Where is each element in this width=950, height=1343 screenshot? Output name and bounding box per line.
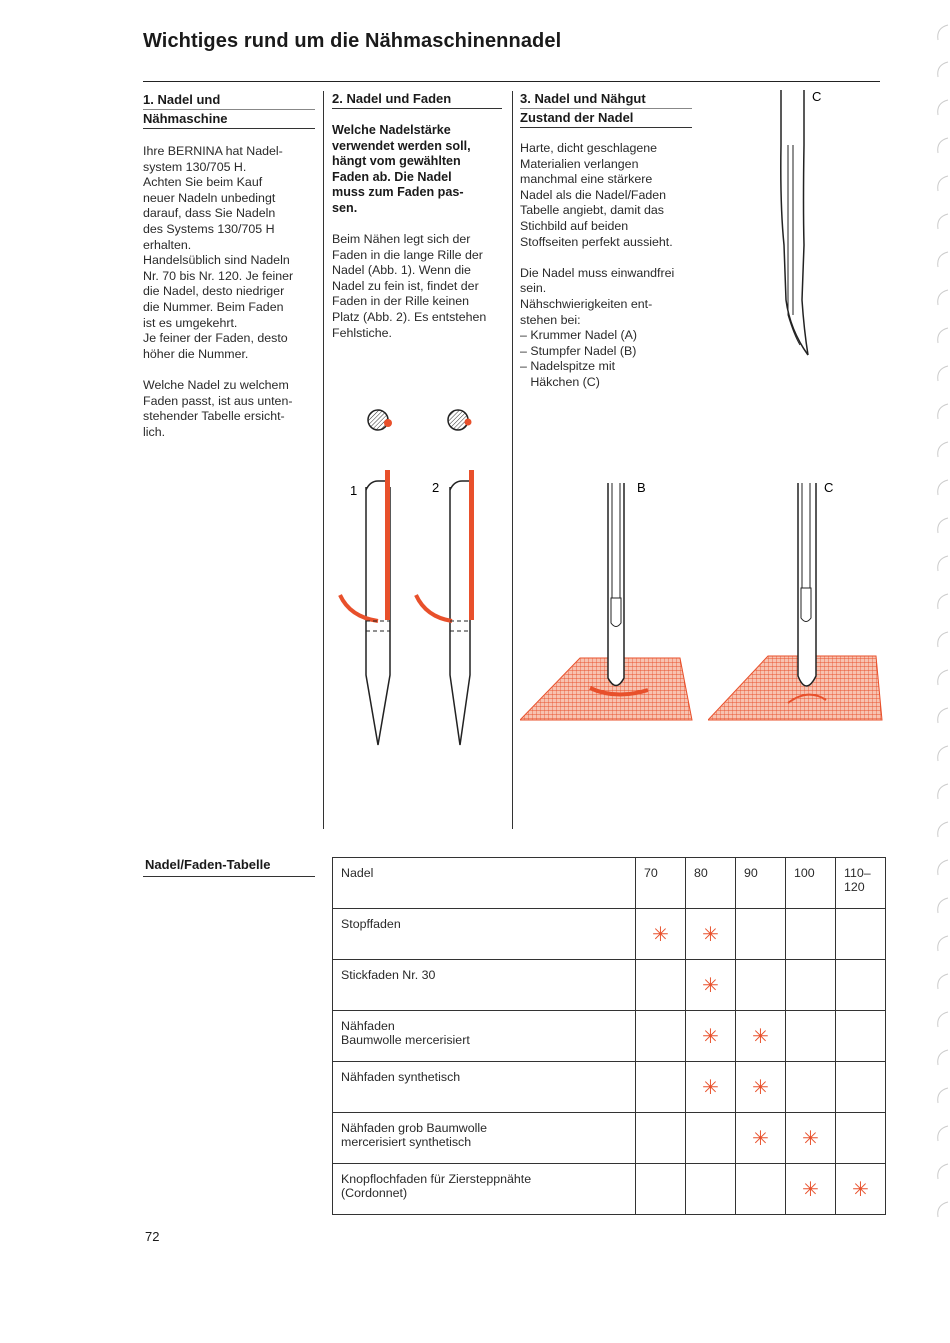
section1-paragraph1-line: ist es umgekehrt. xyxy=(143,315,238,330)
needle-thread-figure xyxy=(330,395,510,755)
empty-cell xyxy=(736,1164,786,1215)
section3-paragraph1-line: Tabelle angiebt, damit das xyxy=(520,203,664,218)
table-row xyxy=(333,1011,886,1062)
empty-cell xyxy=(836,1113,886,1164)
column-divider-1 xyxy=(323,91,324,829)
table-title: Nadel/Faden-Tabelle xyxy=(145,857,271,872)
section1-paragraph1-line: Handelsüblich sind Nadeln xyxy=(143,253,290,268)
section1-paragraph1-line: Ihre BERNINA hat Nadel- xyxy=(143,144,283,158)
figure-label-1: 1 xyxy=(350,483,358,498)
section3-paragraph2-line: sein. xyxy=(520,281,547,296)
section1-paragraph1-line: erhalten. xyxy=(143,237,192,252)
empty-cell xyxy=(636,1164,686,1215)
needle-c-figure xyxy=(708,478,886,728)
figure-label-b: B xyxy=(637,480,646,495)
suitable-mark: ✳ xyxy=(636,909,686,960)
header-size: 80 xyxy=(686,858,736,909)
section2-paragraph xyxy=(332,232,507,341)
section1-paragraph1-line: die Nummer. Beim Faden xyxy=(143,299,284,314)
figure-label-c: C xyxy=(824,480,834,495)
empty-cell xyxy=(786,1011,836,1062)
empty-cell xyxy=(636,1062,686,1113)
title-rule xyxy=(143,81,880,82)
suitable-mark: ✳ xyxy=(736,1011,786,1062)
section2-bold-line: verwendet werden soll, xyxy=(332,138,471,153)
table-row xyxy=(333,960,886,1011)
page-number: 72 xyxy=(145,1229,160,1244)
suitable-mark: ✳ xyxy=(686,1062,736,1113)
section1-paragraph1-line: Je feiner der Faden, desto xyxy=(143,331,288,346)
section3-paragraph2-line: – Krummer Nadel (A) xyxy=(520,328,638,343)
column-divider-2 xyxy=(512,91,513,829)
section3-paragraph2-line: – Stumpfer Nadel (B) xyxy=(520,343,637,358)
empty-cell xyxy=(836,1062,886,1113)
needle-a-figure xyxy=(770,85,840,365)
section2-paragraph-line: Platz (Abb. 2). Es entstehen xyxy=(332,309,487,324)
section1-paragraph2-line: Faden passt, ist aus unten- xyxy=(143,393,293,408)
header-size: 90 xyxy=(736,858,786,909)
section2-bold-text xyxy=(332,123,504,217)
thread-type-cell: Stickfaden Nr. 30 xyxy=(333,960,636,1011)
section3-paragraph1 xyxy=(520,141,700,250)
section1-paragraph1-line: neuer Nadeln unbedingt xyxy=(143,190,276,205)
section1-paragraph1 xyxy=(143,144,318,362)
section2-paragraph-line: Faden in der Rille keinen xyxy=(332,294,470,309)
section1-heading: 1. Nadel und Nähmaschine xyxy=(143,91,315,129)
thread-type-cell: Stopffaden xyxy=(333,909,636,960)
table-title-rule xyxy=(143,876,315,877)
suitable-mark: ✳ xyxy=(786,1113,836,1164)
needle-b-figure xyxy=(520,478,695,728)
page-title: Wichtiges rund um die Nähmaschinennadel xyxy=(143,30,562,52)
section2-heading: 2. Nadel und Faden xyxy=(332,90,502,109)
empty-cell xyxy=(636,1113,686,1164)
empty-cell xyxy=(786,960,836,1011)
suitable-mark: ✳ xyxy=(836,1164,886,1215)
empty-cell xyxy=(636,1011,686,1062)
header-size: 100 xyxy=(786,858,836,909)
thread-type-cell: Nähfaden Baumwolle mercerisiert xyxy=(333,1011,636,1062)
section1-text xyxy=(143,144,318,456)
table-row xyxy=(333,1062,886,1113)
section1-paragraph1-line: Nr. 70 bis Nr. 120. Je feiner xyxy=(143,268,294,283)
section2-bold-line: hängt vom gewählten xyxy=(332,154,461,169)
section3-paragraph1-line: Materialien verlangen xyxy=(520,156,639,171)
section3-paragraph1-line: Nadel als die Nadel/Faden xyxy=(520,187,667,202)
section3-paragraph2-line: Nähschwierigkeiten ent- xyxy=(520,296,653,311)
empty-cell xyxy=(636,960,686,1011)
section1-paragraph2 xyxy=(143,378,318,440)
suitable-mark: ✳ xyxy=(736,1062,786,1113)
section3-text xyxy=(520,141,700,406)
section3-paragraph2-line: – Nadelspitze mit xyxy=(520,359,616,374)
section1-paragraph1-line: system 130/705 H. xyxy=(143,159,247,174)
binder-edge xyxy=(930,0,950,1343)
section3-paragraph1-line: Harte, dicht geschlagene xyxy=(520,141,658,155)
section1-paragraph2-line: lich. xyxy=(143,424,166,439)
needle-thread-table xyxy=(332,857,886,1215)
section2-paragraph-line: Faden in die lange Rille der xyxy=(332,247,483,262)
thread-type-cell: Nähfaden grob Baumwolle mercerisiert synthetisch xyxy=(333,1113,636,1164)
section3-heading: 3. Nadel und Nähgut Zustand der Nadel xyxy=(520,90,692,128)
empty-cell xyxy=(836,1011,886,1062)
header-nadel: Nadel xyxy=(333,858,636,909)
table-header-row xyxy=(333,858,886,909)
section1-paragraph1-line: des Systems 130/705 H xyxy=(143,221,275,236)
section3-paragraph2-line: Häkchen (C) xyxy=(520,374,600,389)
suitable-mark: ✳ xyxy=(786,1164,836,1215)
section1-paragraph1-line: Achten Sie beim Kauf xyxy=(143,175,263,190)
needle-1 xyxy=(340,470,390,745)
section1-paragraph2-line: Welche Nadel zu welchem xyxy=(143,377,289,392)
section3-paragraph1-line: manchmal eine stärkere xyxy=(520,172,653,187)
figure-label-2: 2 xyxy=(432,480,440,495)
section3-paragraph2-line: Die Nadel muss einwandfrei xyxy=(520,265,675,280)
section2-bold-line: Faden ab. Die Nadel xyxy=(332,169,452,184)
section2-paragraph-line: Fehlstiche. xyxy=(332,325,392,340)
section2-paragraph-line: Nadel (Abb. 1). Wenn die xyxy=(332,263,471,278)
table-row xyxy=(333,1113,886,1164)
cross-section-2 xyxy=(448,410,472,430)
section2-bold-line: muss zum Faden pas- xyxy=(332,185,464,200)
empty-cell xyxy=(786,909,836,960)
section3-paragraph2 xyxy=(520,266,700,391)
table-row xyxy=(333,1164,886,1215)
section1-paragraph2-line: stehender Tabelle ersicht- xyxy=(143,409,285,424)
empty-cell xyxy=(736,960,786,1011)
section3-paragraph1-line: Stichbild auf beiden xyxy=(520,218,629,233)
section1-paragraph1-line: höher die Nummer. xyxy=(143,346,249,361)
needle-2 xyxy=(416,470,474,745)
empty-cell xyxy=(686,1164,736,1215)
empty-cell xyxy=(786,1062,836,1113)
suitable-mark: ✳ xyxy=(686,1011,736,1062)
section2-paragraph-line: Nadel zu fein ist, findet der xyxy=(332,278,479,293)
empty-cell xyxy=(736,909,786,960)
empty-cell xyxy=(686,1113,736,1164)
section1-paragraph1-line: die Nadel, desto niedriger xyxy=(143,284,285,299)
thread-type-cell: Nähfaden synthetisch xyxy=(333,1062,636,1113)
section2-bold-line: sen. xyxy=(332,200,358,215)
empty-cell xyxy=(836,960,886,1011)
header-size: 70 xyxy=(636,858,686,909)
section2-paragraph-line: Beim Nähen legt sich der xyxy=(332,232,471,246)
empty-cell xyxy=(836,909,886,960)
thread-type-cell: Knopflochfaden für Ziersteppnähte (Cordonnet) xyxy=(333,1164,636,1215)
section3-paragraph1-line: Stoffseiten perfekt aussieht. xyxy=(520,234,673,249)
section1-paragraph1-line: darauf, dass Sie Nadeln xyxy=(143,206,276,221)
suitable-mark: ✳ xyxy=(686,909,736,960)
header-size: 110– 120 xyxy=(836,858,886,909)
section2-bold-line: Welche Nadelstärke xyxy=(332,123,451,137)
table-row xyxy=(333,909,886,960)
section3-paragraph2-line: stehen bei: xyxy=(520,312,581,327)
figure-label-a: C xyxy=(812,89,822,104)
cross-section-1 xyxy=(368,410,392,430)
suitable-mark: ✳ xyxy=(736,1113,786,1164)
suitable-mark: ✳ xyxy=(686,960,736,1011)
